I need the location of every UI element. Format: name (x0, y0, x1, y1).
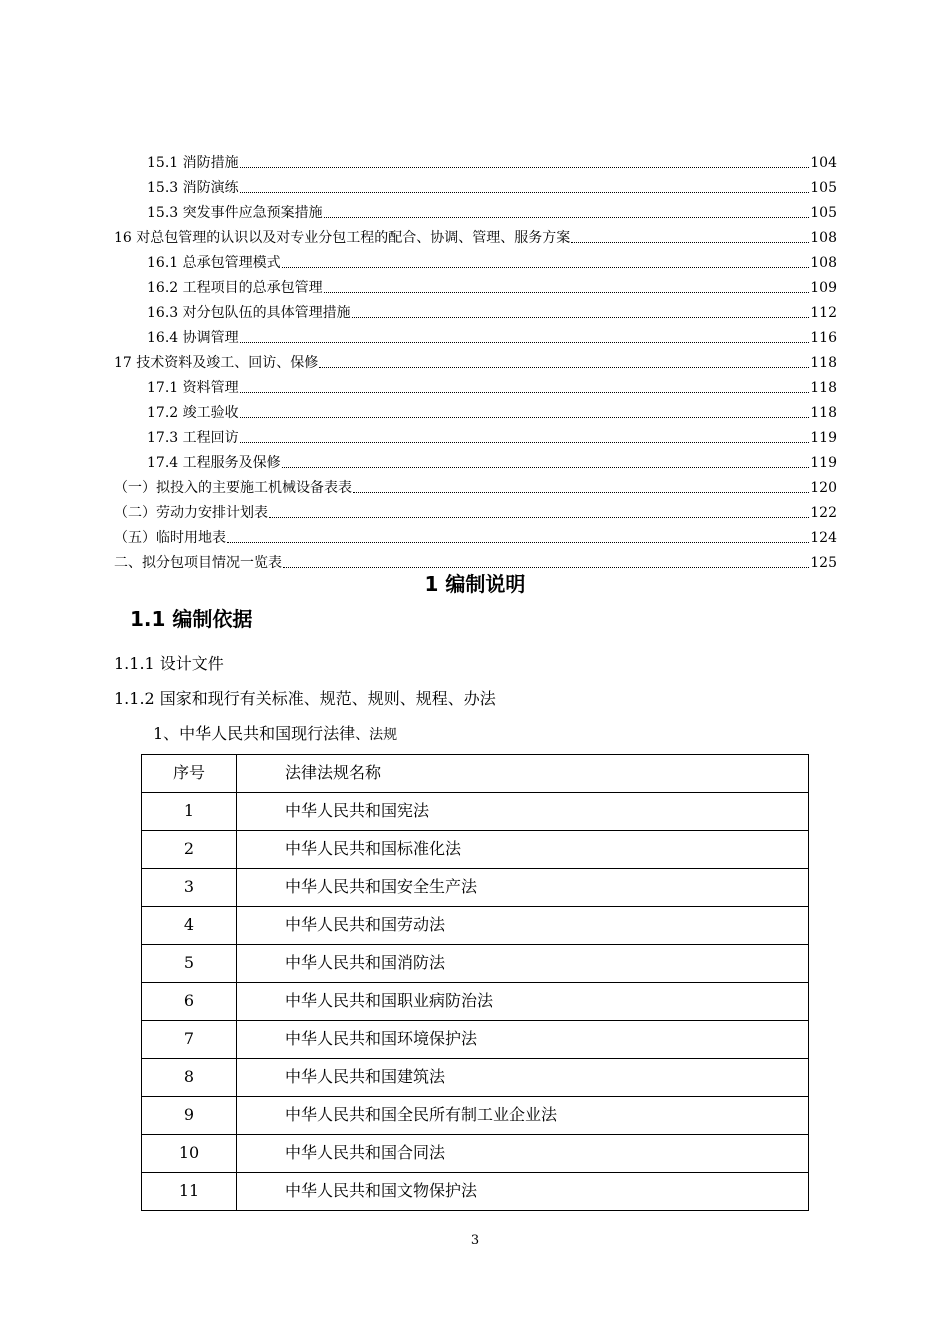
toc-entry-title: 16 对总包管理的认识以及对专业分包工程的配合、协调、管理、服务方案 (114, 230, 571, 246)
table-header-row (142, 755, 809, 793)
law-name-cell: 中华人民共和国文物保护法 (237, 1173, 809, 1211)
header-index: 序号 (142, 755, 237, 793)
table-row (142, 907, 809, 945)
law-index-cell: 9 (142, 1097, 237, 1135)
toc-entry[interactable] (147, 422, 837, 447)
toc-leader-dots (240, 391, 810, 393)
toc-entry-title: 17.2 竣工验收 (147, 405, 239, 421)
toc-entry-title: 16.1 总承包管理模式 (147, 255, 281, 271)
law-name-cell: 中华人民共和国安全生产法 (237, 869, 809, 907)
toc-entry-page: 119 (810, 455, 837, 471)
toc-entry-page: 119 (810, 430, 837, 446)
toc-entry-title: 17.3 工程回访 (147, 430, 239, 446)
law-index-cell: 1 (142, 793, 237, 831)
law-index-cell: 5 (142, 945, 237, 983)
law-name-cell: 中华人民共和国劳动法 (237, 907, 809, 945)
law-name-cell: 中华人民共和国职业病防治法 (237, 983, 809, 1021)
toc-entry-page: 118 (810, 405, 837, 421)
laws-list-title-main: 1、中华人民共和国现行法律 (153, 724, 356, 743)
law-name-cell: 中华人民共和国建筑法 (237, 1059, 809, 1097)
law-index-cell: 2 (142, 831, 237, 869)
toc-entry[interactable] (114, 472, 837, 497)
toc-entry-title: 16.3 对分包队伍的具体管理措施 (147, 305, 351, 321)
toc-entry-page: 104 (810, 155, 837, 171)
law-name-cell: 中华人民共和国全民所有制工业企业法 (237, 1097, 809, 1135)
law-index-cell: 7 (142, 1021, 237, 1059)
law-index-cell: 4 (142, 907, 237, 945)
toc-entry-page: 118 (810, 355, 837, 371)
toc-leader-dots (319, 366, 809, 368)
law-table (141, 754, 809, 1211)
toc-leader-dots (571, 241, 809, 243)
laws-list-title (153, 722, 397, 747)
table-row (142, 793, 809, 831)
toc-entry[interactable] (147, 272, 837, 297)
toc-entry-title: （一）拟投入的主要施工机械设备表表 (114, 480, 352, 496)
law-name-cell: 中华人民共和国标准化法 (237, 831, 809, 869)
table-row (142, 1021, 809, 1059)
toc-leader-dots (282, 466, 810, 468)
toc-entry[interactable] (147, 372, 837, 397)
toc-entry-title: 17.1 资料管理 (147, 380, 239, 396)
toc-entry-title: （二）劳动力安排计划表 (114, 505, 268, 521)
toc-leader-dots (227, 541, 809, 543)
toc-leader-dots (269, 516, 809, 518)
laws-list-title-suffix: 、法规 (355, 727, 398, 743)
toc-entry-page: 112 (810, 305, 837, 321)
toc-entry-title: 15.1 消防措施 (147, 155, 239, 171)
law-index-cell: 6 (142, 983, 237, 1021)
toc-leader-dots (282, 266, 810, 268)
toc-entry[interactable] (147, 247, 837, 272)
subsection-design-files: 1.1.1 设计文件 (114, 654, 224, 673)
toc-entry[interactable] (114, 522, 837, 547)
table-row (142, 1059, 809, 1097)
toc-entry-page: 105 (810, 205, 837, 221)
toc-entry-page: 120 (810, 480, 837, 496)
toc-entry-title: 17.4 工程服务及保修 (147, 455, 281, 471)
toc-entry[interactable] (147, 397, 837, 422)
toc-entry[interactable] (114, 222, 837, 247)
toc-leader-dots (352, 316, 810, 318)
chapter-heading: 1 编制说明 (424, 572, 526, 596)
toc-entry[interactable] (147, 147, 837, 172)
toc-entry-title: 15.3 消防演练 (147, 180, 239, 196)
toc-entry-page: 125 (810, 555, 837, 571)
toc-leader-dots (240, 441, 810, 443)
toc-entry-title: 16.2 工程项目的总承包管理 (147, 280, 323, 296)
page-number: 3 (470, 1233, 480, 1248)
table-row (142, 869, 809, 907)
toc-entry[interactable] (147, 172, 837, 197)
toc-entry-page: 122 (810, 505, 837, 521)
toc-entry-title: （五）临时用地表 (114, 530, 226, 546)
toc-entry[interactable] (147, 297, 837, 322)
toc-entry-title: 15.3 突发事件应急预案措施 (147, 205, 323, 221)
toc-leader-dots (324, 291, 810, 293)
law-name-cell: 中华人民共和国合同法 (237, 1135, 809, 1173)
law-index-cell: 11 (142, 1173, 237, 1211)
law-index-cell: 10 (142, 1135, 237, 1173)
toc-entry-page: 108 (810, 255, 837, 271)
toc-entry-title: 16.4 协调管理 (147, 330, 239, 346)
toc-leader-dots (240, 341, 810, 343)
law-name-cell: 中华人民共和国宪法 (237, 793, 809, 831)
toc-entry-page: 109 (810, 280, 837, 296)
toc-leader-dots (324, 216, 810, 218)
toc-entry[interactable] (114, 497, 837, 522)
table-row (142, 1135, 809, 1173)
toc-entry[interactable] (147, 447, 837, 472)
toc-entry[interactable] (114, 547, 837, 572)
law-index-cell: 3 (142, 869, 237, 907)
toc-entry[interactable] (147, 322, 837, 347)
table-row (142, 1173, 809, 1211)
subsection-standards: 1.1.2 国家和现行有关标准、规范、规则、规程、办法 (114, 689, 496, 708)
table-row (142, 831, 809, 869)
toc-entry-page: 116 (810, 330, 837, 346)
toc-entry-title: 17 技术资料及竣工、回访、保修 (114, 355, 319, 371)
toc-entry-page: 124 (810, 530, 837, 546)
table-row (142, 983, 809, 1021)
table-row (142, 1097, 809, 1135)
header-law-name: 法律法规名称 (237, 755, 809, 793)
toc-leader-dots (240, 416, 810, 418)
toc-entry-page: 118 (810, 380, 837, 396)
toc-entry[interactable] (114, 347, 837, 372)
toc-leader-dots (283, 566, 809, 568)
toc-entry-page: 105 (810, 180, 837, 196)
toc-leader-dots (353, 491, 809, 493)
table-row (142, 945, 809, 983)
toc-entry-page: 108 (810, 230, 837, 246)
toc-entry[interactable] (147, 197, 837, 222)
law-index-cell: 8 (142, 1059, 237, 1097)
law-name-cell: 中华人民共和国环境保护法 (237, 1021, 809, 1059)
law-name-cell: 中华人民共和国消防法 (237, 945, 809, 983)
section-heading: 1.1 编制依据 (130, 607, 253, 631)
toc-leader-dots (240, 191, 810, 193)
toc-entry-title: 二、拟分包项目情况一览表 (114, 555, 282, 571)
toc-leader-dots (240, 166, 810, 168)
